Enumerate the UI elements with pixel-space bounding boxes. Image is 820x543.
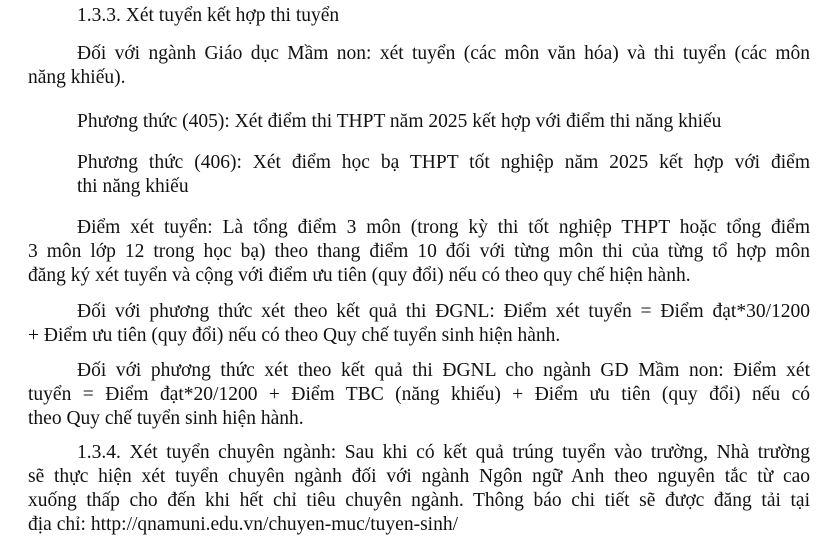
paragraph-diem-xet-tuyen bbox=[28, 216, 810, 288]
paragraph-dgnl bbox=[28, 300, 810, 348]
paragraph-phuong-thuc-406 bbox=[28, 151, 810, 199]
paragraph-line: năng khiếu). bbox=[28, 67, 126, 88]
url-text: địa chỉ: http://qnamuni.edu.vn/chuyen-muc/tuyen-sinh/ bbox=[28, 514, 458, 535]
paragraph-line: đăng ký xét tuyển và cộng với điểm ưu tiên (quy đổi) nếu có theo quy chế hiện hành. bbox=[28, 265, 691, 286]
paragraph-1-3-4 bbox=[28, 441, 810, 537]
paragraph-line: 3 môn lớp 12 trong học bạ) theo thang điểm 10 đối với từng môn thi của từng tổ hợp môn bbox=[28, 241, 810, 262]
paragraph-line: tuyển = Điểm đạt*20/1200 + Điểm TBC (năng khiếu) + Điểm ưu tiên (quy đổi) nếu có bbox=[28, 384, 810, 405]
paragraph-mam-non bbox=[28, 42, 810, 90]
paragraph-line: + Điểm ưu tiên (quy đổi) nếu có theo Quy chế tuyển sinh hiện hành. bbox=[28, 325, 561, 346]
section-heading-1-3-3: 1.3.3. Xét tuyển kết hợp thi tuyển bbox=[77, 5, 340, 26]
document-page bbox=[28, 4, 810, 535]
paragraph-line: Phương thức (405): Xét điểm thi THPT năm 2025 kết hợp với điểm thi năng khiếu bbox=[77, 111, 722, 132]
paragraph-line: 1.3.4. Xét tuyển chuyên ngành: Sau khi có kết quả trúng tuyển vào trường, Nhà trường bbox=[77, 442, 810, 463]
paragraph-line: Đối với phương thức xét theo kết quả thi ĐGNL cho ngành GD Mầm non: Điểm xét bbox=[77, 360, 810, 381]
paragraph-phuong-thuc-405 bbox=[28, 110, 810, 134]
paragraph-line: sẽ thực hiện xét tuyển chuyên ngành đối với ngành Ngôn ngữ Anh theo nguyên tắc từ cao bbox=[28, 466, 810, 487]
paragraph-line: theo Quy chế tuyển sinh hiện hành. bbox=[28, 408, 304, 429]
paragraph-line: Đối với ngành Giáo dục Mầm non: xét tuyển (các môn văn hóa) và thi tuyển (các môn bbox=[77, 43, 810, 64]
paragraph-line: Phương thức (406): Xét điểm học bạ THPT tốt nghiệp năm 2025 kết hợp với điểm bbox=[77, 152, 810, 173]
paragraph-dgnl-mam-non bbox=[28, 359, 810, 431]
paragraph-line: xuống thấp cho đến khi hết chỉ tiêu chuyên ngành. Thông báo chi tiết sẽ được đăng tải tại bbox=[28, 490, 810, 511]
paragraph-line: Điểm xét tuyển: Là tổng điểm 3 môn (trong kỳ thi tốt nghiệp THPT hoặc tổng điểm bbox=[77, 217, 810, 238]
paragraph-line: thi năng khiếu bbox=[77, 176, 189, 197]
paragraph-line: Đối với phương thức xét theo kết quả thi ĐGNL: Điểm xét tuyển = Điểm đạt*30/1200 bbox=[77, 301, 810, 322]
